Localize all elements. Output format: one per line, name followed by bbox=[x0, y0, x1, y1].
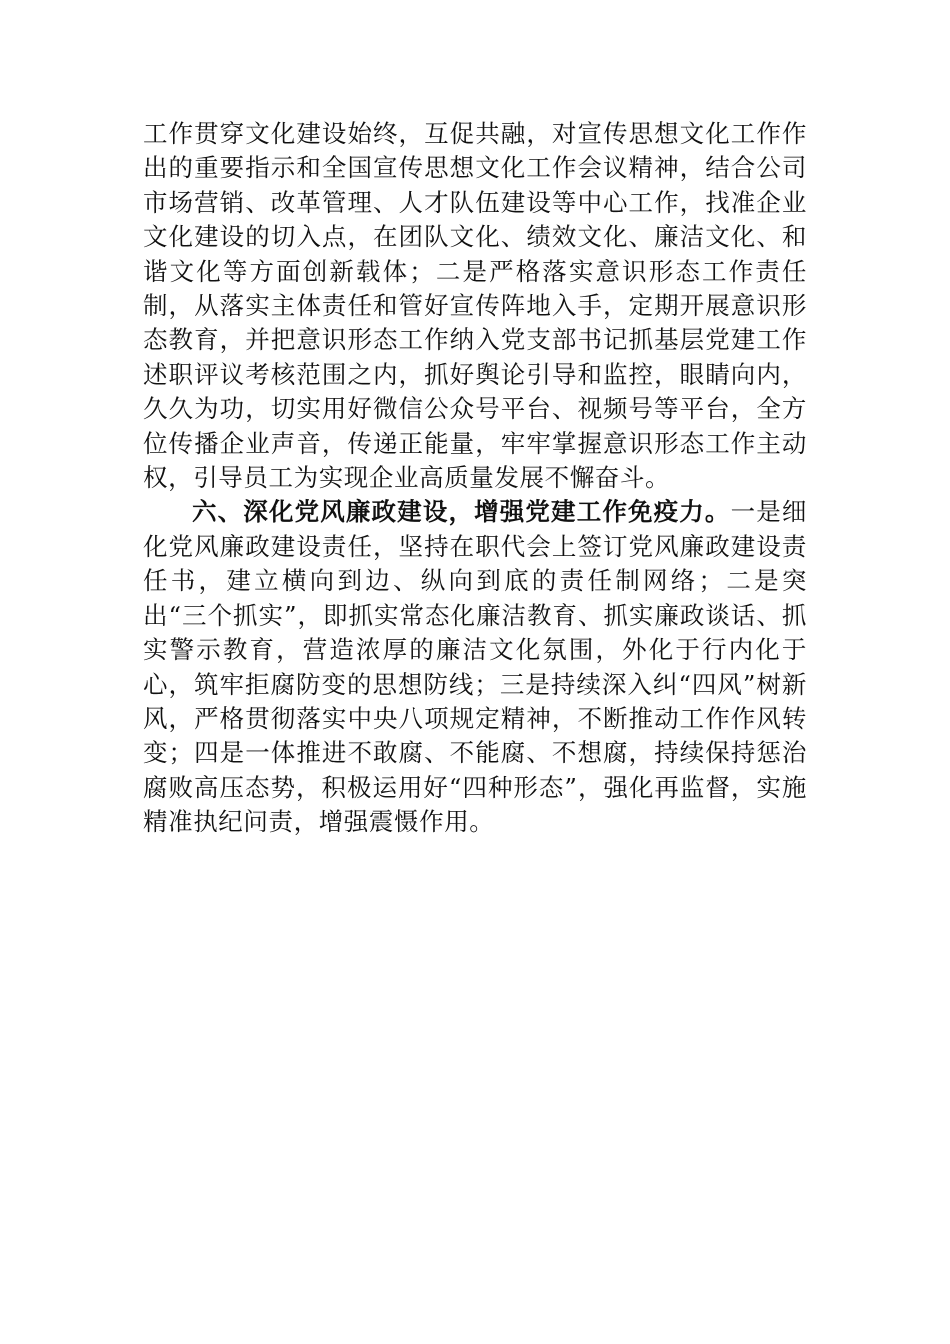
section-six-paragraph bbox=[143, 495, 807, 839]
section-six-heading: 六、深化党风廉政建设，增强党建工作免疫力。 bbox=[192, 497, 731, 527]
document-body bbox=[143, 117, 807, 840]
paragraph-continued: 工作贯穿文化建设始终，互促共融，对宣传思想文化工作作出的重要指示和全国宣传思想文化工作会议精神，结合公司市场营销、改革管理、人才队伍建设等中心工作，找准企业文化建设的切入点，在团队文化、绩效文化、廉洁文化、和谐文化等方面创新载体；二是严格落实意识形态工作责任制，从落实主体责任和管好宣传阵地入手，定期开展意识形态教育，并把意识形态工作纳入党支部书记抓基层党建工作述职评议考核范围之内，抓好舆论引导和监控，眼睛向内，久久为功，切实用好微信公众号平台、视频号等平台，全方位传播企业声音，传递正能量，牢牢掌握意识形态工作主动权，引导员工为实现企业高质量发展不懈奋斗。 bbox=[143, 119, 807, 493]
section-six-body: 一是细化党风廉政建设责任，坚持在职代会上签订党风廉政建设责任书，建立横向到边、纵向到底的责任制网络；二是突出“三个抓实”，即抓实常态化廉洁教育、抓实廉政谈话、抓实警示教育，营造浓厚的廉洁文化氛围，外化于行内化于心，筑牢拒腐防变的思想防线；三是持续深入纠“四风”树新风，严格贯彻落实中央八项规定精神，不断推动工作作风转变；四是一体推进不敢腐、不能腐、不想腐，持续保持惩治腐败高压态势，积极运用好“四种形态”，强化再监督，实施精准执纪问责，增强震慑作用。 bbox=[143, 497, 807, 837]
